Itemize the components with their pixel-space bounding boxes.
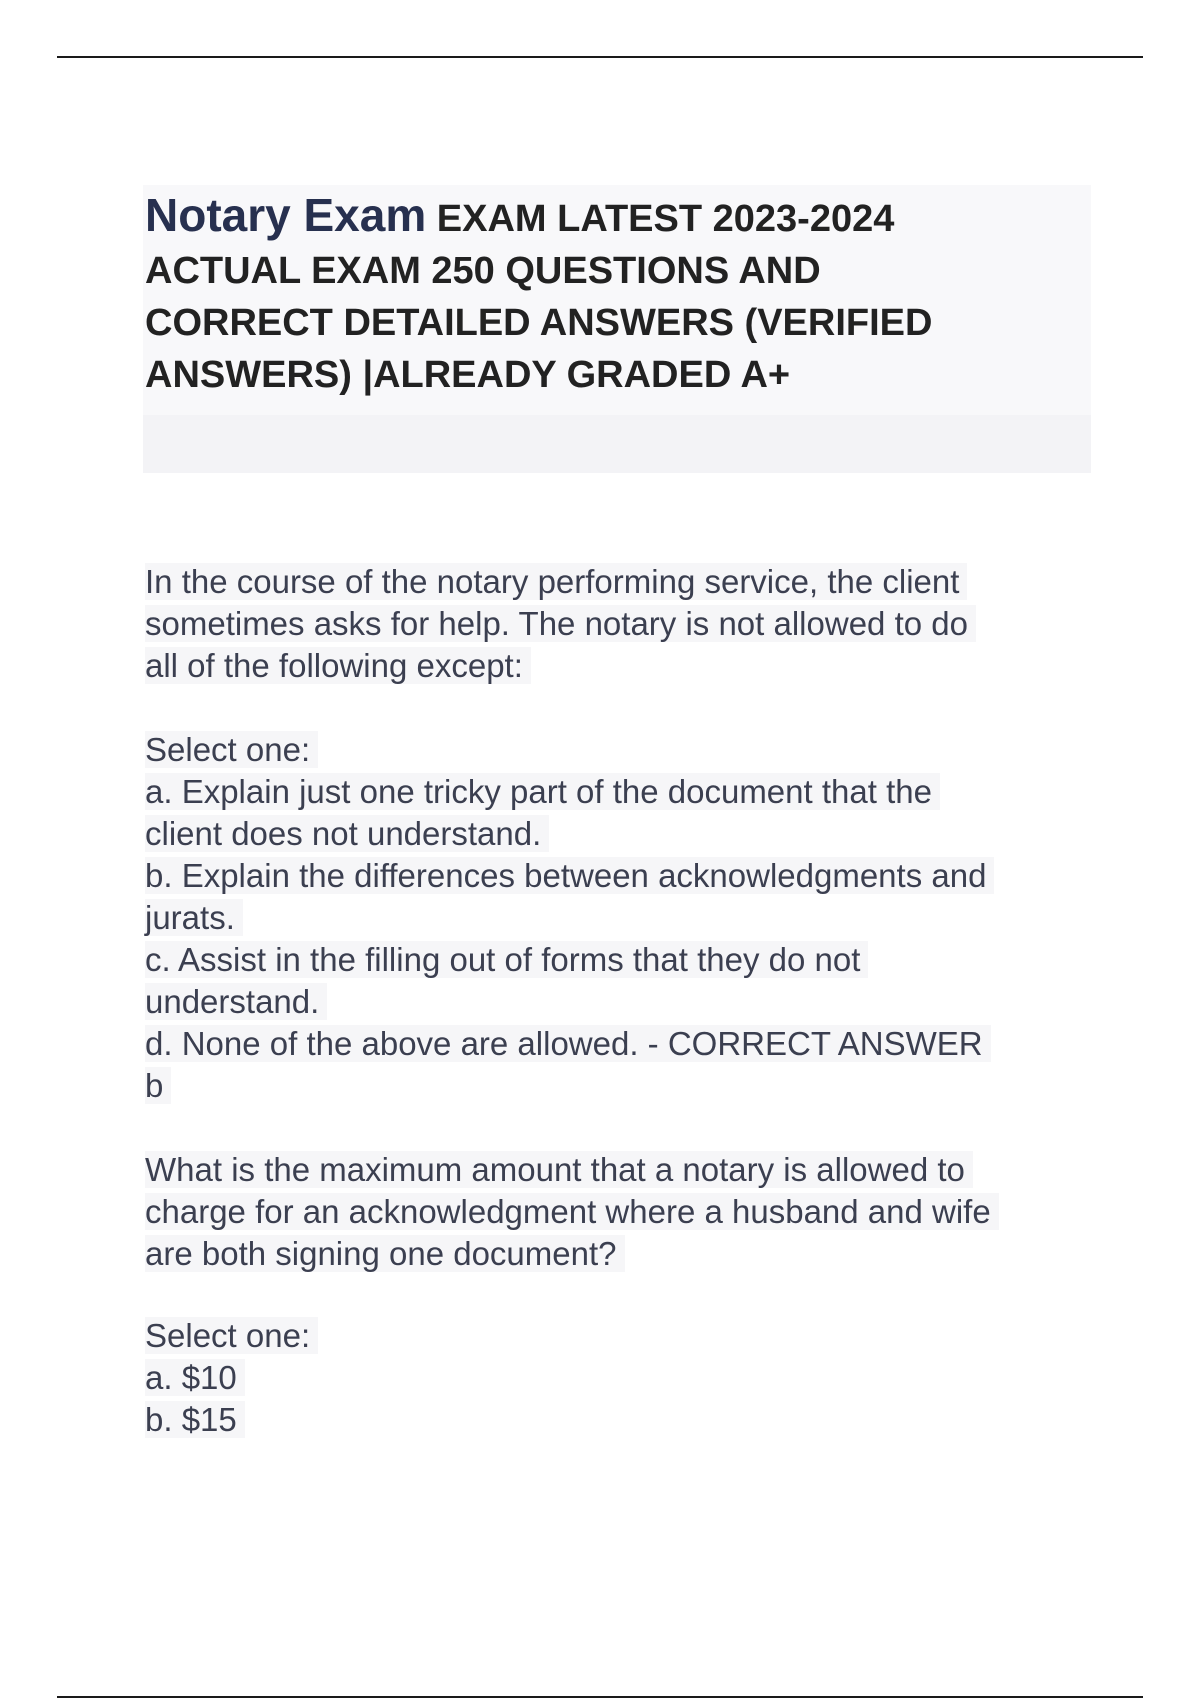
answer-option: c. Assist in the filling out of forms that they do not [145, 939, 1095, 981]
question-prompt: In the course of the notary performing service, the client [145, 561, 1095, 603]
answer-option: client does not understand. [145, 813, 1095, 855]
paragraph-gap [145, 687, 1095, 729]
document-title [143, 185, 1091, 401]
question-block [145, 1149, 1095, 1441]
title-line: ANSWERS) |ALREADY GRADED A+ [145, 354, 791, 396]
title-spacer [143, 415, 1091, 473]
answer-option: d. None of the above are allowed. - CORRECT ANSWER [145, 1023, 1095, 1065]
title-line: ACTUAL EXAM 250 QUESTIONS AND [145, 250, 821, 292]
question-prompt: sometimes asks for help. The notary is not allowed to do [145, 603, 1095, 645]
top-rule [57, 56, 1143, 58]
answer-option: jurats. [145, 897, 1095, 939]
paragraph-gap [145, 1107, 1095, 1149]
question-prompt: all of the following except: [145, 645, 1095, 687]
select-label: Select one: [145, 729, 1095, 771]
title-line: EXAM LATEST 2023-2024 [426, 198, 895, 240]
answer-option: a. Explain just one tricky part of the document that the [145, 771, 1095, 813]
paragraph-gap [145, 1275, 1095, 1315]
question-block [145, 561, 1095, 1107]
answer-option: a. $10 [145, 1357, 1095, 1399]
question-prompt: charge for an acknowledgment where a husband and wife [145, 1191, 1095, 1233]
answer-option: b [145, 1065, 1095, 1107]
title-block [143, 185, 1091, 473]
answer-option: b. $15 [145, 1399, 1095, 1441]
answer-option: understand. [145, 981, 1095, 1023]
question-prompt: are both signing one document? [145, 1233, 1095, 1275]
answer-option: b. Explain the differences between acknowledgments and [145, 855, 1095, 897]
document-body [145, 561, 1095, 1441]
title-line: CORRECT DETAILED ANSWERS (VERIFIED [145, 302, 933, 344]
question-prompt: What is the maximum amount that a notary is allowed to [145, 1149, 1095, 1191]
title-lead: Notary Exam [145, 189, 427, 241]
bottom-rule [57, 1696, 1143, 1698]
select-label: Select one: [145, 1315, 1095, 1357]
